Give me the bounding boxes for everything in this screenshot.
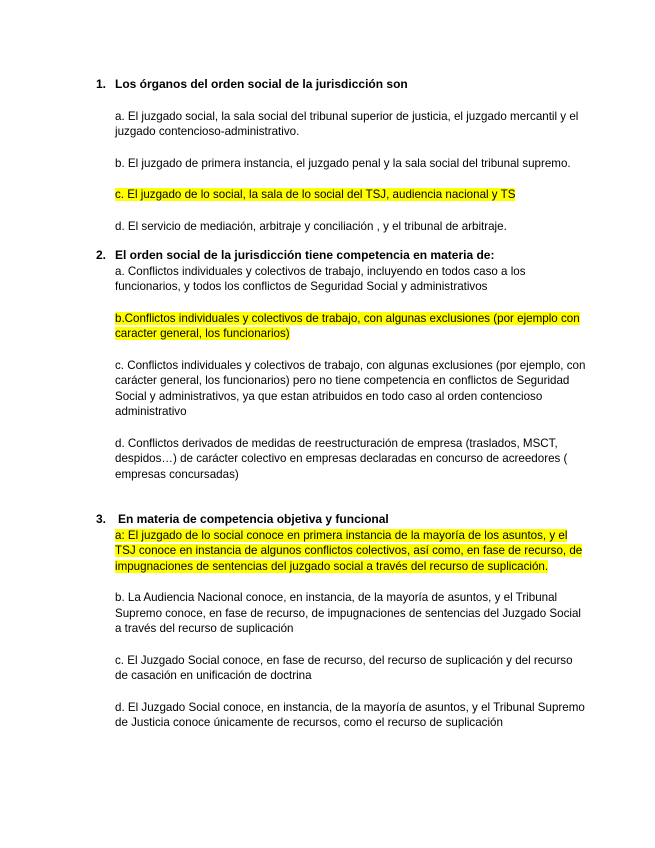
- answer-option-text: d. Conflictos derivados de medidas de reestructuración de empresa (traslados, MSCT, despidos…) de carácter colectivo en empresas declaradas en concurso de acreedores ( empresas concursadas): [115, 436, 568, 481]
- answer-option-a: [115, 109, 586, 140]
- question-title: [96, 248, 586, 264]
- answer-options: [115, 109, 586, 235]
- question-text: Los órganos del orden social de la jurisdicción son: [115, 77, 408, 91]
- answer-option-a: [115, 528, 586, 575]
- answer-option-text: d. El Juzgado Social conoce, en instancia, de la mayoría de asuntos, y el Tribunal Supremo de Justicia conoce únicamente de recursos, como el recurso de suplicación: [115, 700, 585, 729]
- answer-option-text-highlighted: b.Conflictos individuales y colectivos de trabajo, con algunas exclusiones (por ejemplo con caracter general, los funcionarios): [115, 311, 580, 340]
- answer-option-text: b. El juzgado de primera instancia, el juzgado penal y la sala social del tribunal supremo.: [115, 156, 571, 170]
- question-title: [96, 512, 586, 528]
- answer-option-c: [115, 187, 586, 203]
- answer-option-text: c. Conflictos individuales y colectivos de trabajo, con algunas exclusiones (por ejemplo, con carácter general, los funcionarios) pero no tiene competencia en conflictos de Seguridad Social y administrativos, ya que estan atribuidos en todo caso al orden contencioso administrativo: [115, 358, 586, 418]
- answer-option-text-highlighted: c. El juzgado de lo social, la sala de lo social del TSJ, audiencia nacional y TS: [115, 188, 516, 201]
- answer-option-a: [115, 264, 586, 295]
- answer-option-c: [115, 358, 586, 420]
- answer-option-text: d. El servicio de mediación, arbitraje y conciliación , y el tribunal de arbitraje.: [115, 219, 507, 233]
- answer-option-d: [115, 700, 586, 731]
- answer-option-b: [115, 311, 586, 342]
- answer-options: [115, 528, 586, 731]
- question-text: El orden social de la jurisdicción tiene competencia en materia de:: [115, 248, 495, 262]
- answer-options: [115, 264, 586, 483]
- answer-option-c: [115, 653, 586, 684]
- answer-option-d: [115, 436, 586, 483]
- answer-option-text: c. El Juzgado Social conoce, en fase de recurso, del recurso de suplicación y del recurso de casación en unificación de doctrina: [115, 653, 573, 682]
- question-number: 2.: [96, 248, 107, 262]
- answer-option-text: a. El juzgado social, la sala social del tribunal superior de justicia, el juzgado mercantil y el juzgado contencioso-administrativo.: [115, 109, 579, 138]
- question-number: 3.: [96, 512, 107, 526]
- question-2: [96, 248, 586, 482]
- question-text: En materia de competencia objetiva y funcional: [118, 512, 389, 526]
- answer-option-text-highlighted: a: El juzgado de lo social conoce en primera instancia de la mayoría de los asuntos, y el TSJ conoce en instancia de algunos conflictos colectivos, así como, en fase de recurso, de impugnaciones de sentencias del juzgado social a través del recurso de suplicación.: [115, 528, 583, 573]
- answer-option-text: a. Conflictos individuales y colectivos de trabajo, incluyendo en todos caso a los funcionarios, y todos los conflictos de Seguridad Social y administrativos: [115, 264, 526, 293]
- question-title: [96, 77, 586, 93]
- answer-option-b: [115, 590, 586, 637]
- answer-option-d: [115, 219, 586, 235]
- question-3: [96, 512, 586, 731]
- question-1: [96, 77, 586, 234]
- answer-option-text: b. La Audiencia Nacional conoce, en instancia, de la mayoría de asuntos, y el Tribunal Supremo conoce, en fase de recurso, de impugnaciones de sentencias del Juzgado Social a través del recurso de suplicación: [115, 591, 581, 635]
- question-number: 1.: [96, 77, 107, 91]
- answer-option-b: [115, 156, 586, 172]
